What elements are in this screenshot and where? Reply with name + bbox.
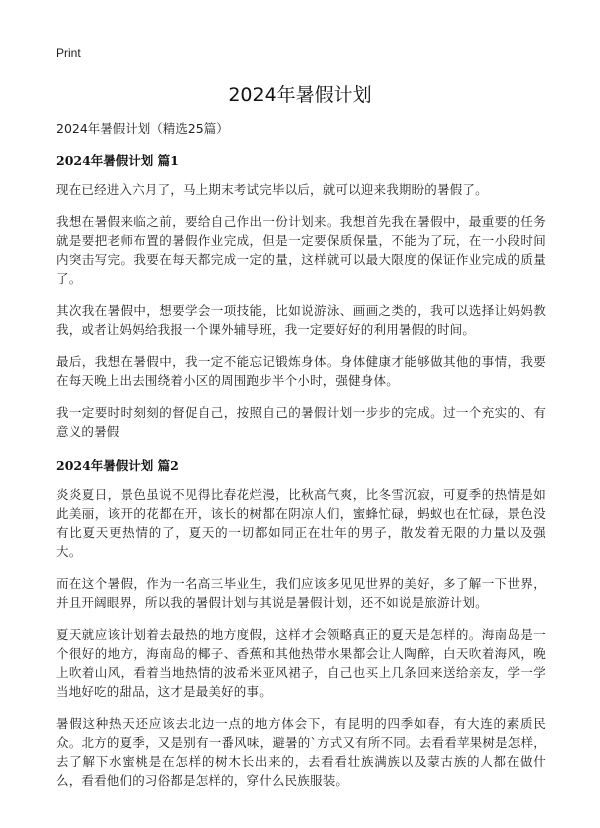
paragraph: 我一定要时时刻刻的督促自己，按照自己的暑假计划一步步的完成。过一个充实的、有意义的暑假 bbox=[56, 405, 546, 439]
paragraph: 而在这个暑假，作为一名高三毕业生，我们应该多见见世界的美好，多了解一下世界，并且开阔眼界，所以我的暑假计划与其说是暑假计划，还不如说是旅游计划。 bbox=[56, 576, 546, 610]
document-body bbox=[56, 120, 546, 803]
paragraph: 现在已经进入六月了，马上期末考试完毕以后，就可以迎来我期盼的暑假了。 bbox=[56, 182, 488, 197]
section-2 bbox=[56, 457, 546, 790]
paragraph: 夏天就应该计划着去最热的地方度假，这样才会领略真正的夏天是怎样的。海南岛是一个很好的地方，海南岛的椰子、香蕉和其他热带水果都会让人陶醉，白天吹着海风，晚上吹着山风，看着当地热情的波希米亚风裙子，自己也买上几条回来送给亲友，学一学当地好吃的甜品，这才是最美好的事。 bbox=[56, 627, 546, 699]
section-heading: 2024年暑假计划 篇2 bbox=[56, 458, 179, 473]
paragraph: 我想在暑假来临之前，要给自己作出一份计划来。我想首先我在暑假中，最重要的任务就是要把老师布置的暑假作业完成，但是一定要保质保量，不能为了玩，在一小段时间内突击写完。我要在每天都完成一定的量，这样就可以最大限度的保证作业完成的质量了。 bbox=[56, 214, 546, 286]
section-heading: 2024年暑假计划 篇1 bbox=[56, 153, 179, 168]
document-subtitle: 2024年暑假计划（精选25篇） bbox=[56, 121, 229, 136]
paragraph: 炎炎夏日，景色虽说不见得比春花烂漫，比秋高气爽，比冬雪沉寂，可夏季的热情是如此美丽，该开的花都在开，该长的树都在阴凉人们，蜜蜂忙碌，蚂蚁也在忙碌，景色没有比夏天更热情的了，夏天的一切都如同正在壮年的男子，散发着无限的力量以及强大。 bbox=[56, 487, 546, 559]
document-title: 2024年暑假计划 bbox=[228, 84, 372, 106]
print-label[interactable]: Print bbox=[56, 46, 81, 60]
section-1 bbox=[56, 152, 546, 441]
paragraph: 暑假这种热天还应该去北边一点的地方体会下，有昆明的四季如春，有大连的素质民众。北方的夏季，又是别有一番风味，避暑的`方式又有所不同。去看看苹果树是怎样，去了解下水蜜桃是在怎样的树木长出来的，去看看壮族满族以及蒙古族的人都在做什么，看看他们的习俗都是怎样的，穿什么民族服装。 bbox=[56, 716, 546, 788]
paragraph: 其次我在暑假中，想要学会一项技能，比如说游泳、画画之类的，我可以选择让妈妈教我，或者让妈妈给我报一个课外辅导班，我一定要好好的利用暑假的时间。 bbox=[56, 303, 546, 337]
paragraph: 最后，我想在暑假中，我一定不能忘记锻炼身体。身体健康才能够做其他的事情，我要在每天晚上出去围绕着小区的周围跑步半个小时，强健身体。 bbox=[56, 354, 546, 388]
